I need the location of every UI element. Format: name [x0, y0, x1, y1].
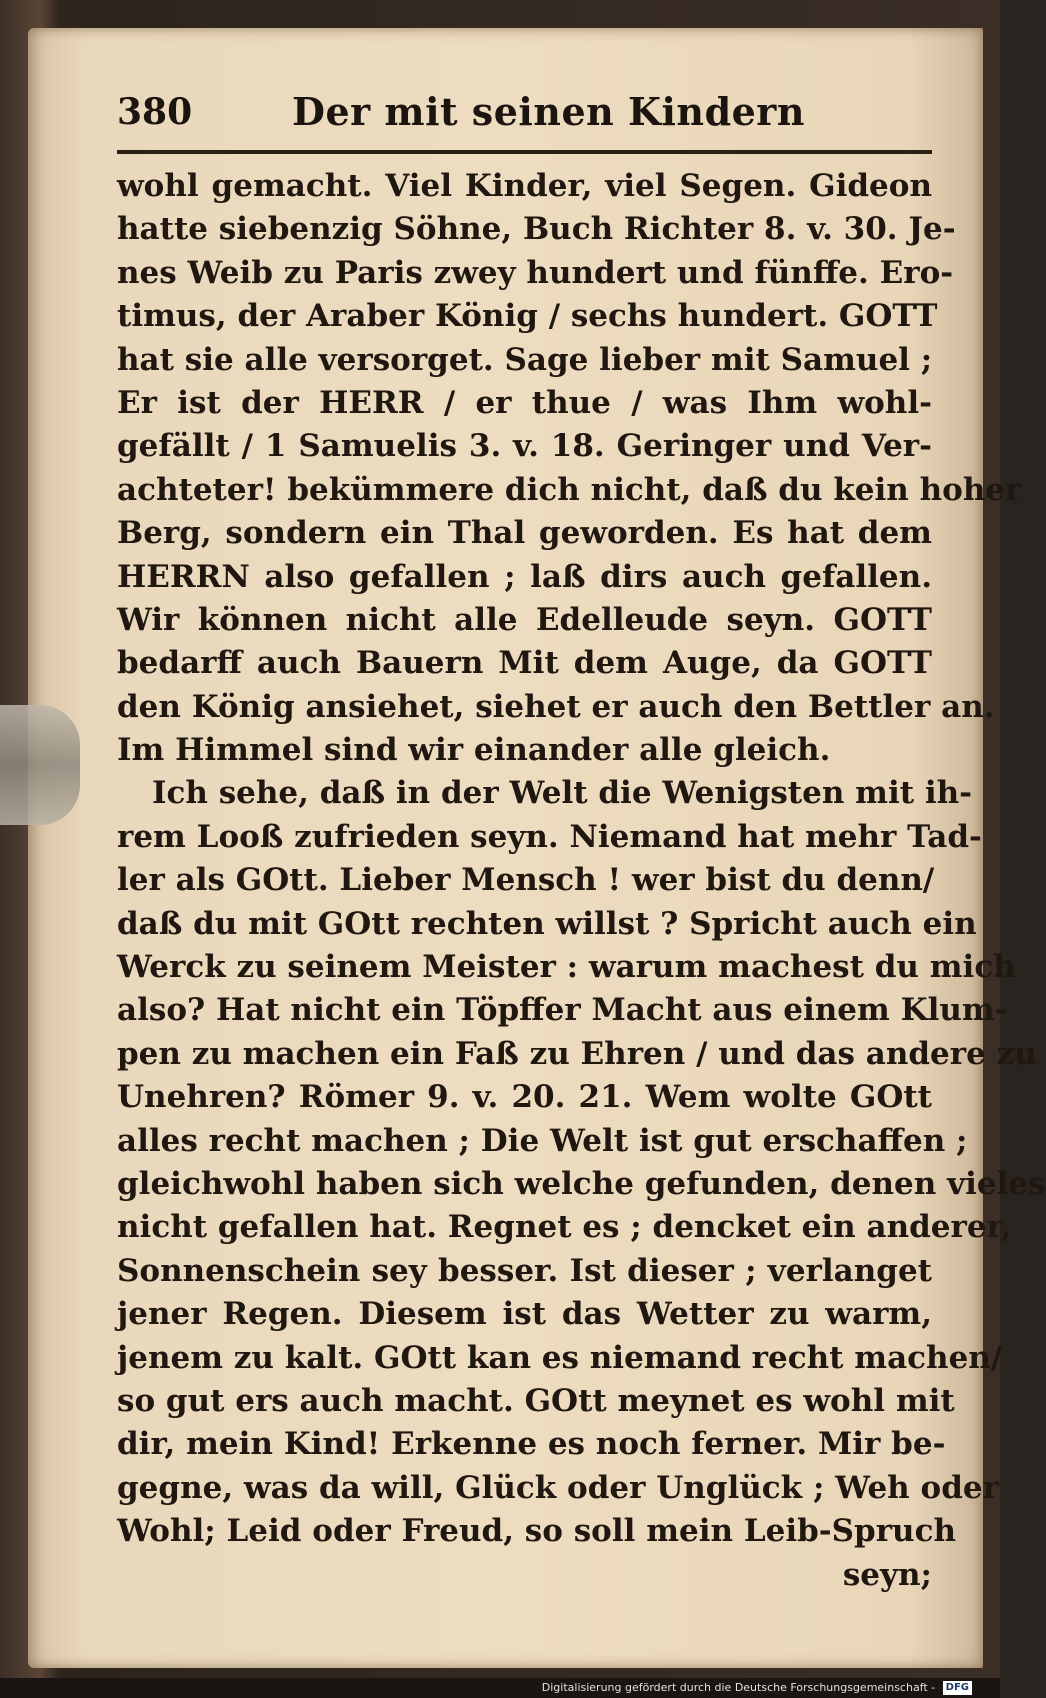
text-line: gefällt / 1 Samuelis 3. v. 18. Geringer und Ver-: [117, 428, 932, 465]
text-line: jenem zu kalt. GOtt kan es niemand recht machen/: [117, 1339, 1003, 1376]
text-line: so gut ers auch macht. GOtt meynet es wohl mit: [117, 1382, 955, 1419]
text-line: alles recht machen ; Die Welt ist gut erschaffen ;: [117, 1122, 968, 1159]
text-line: achteter! bekümmere dich nicht, daß du kein hoher: [117, 471, 1022, 508]
text-line: timus, der Araber König / sechs hundert. GOTT: [117, 298, 938, 335]
text-line: Unehren? Römer 9. v. 20. 21. Wem wolte GOtt: [117, 1079, 932, 1116]
text-line: Berg, sondern ein Thal geworden. Es hat dem: [117, 515, 932, 552]
text-line: bedarff auch Bauern Mit dem Auge, da GOTT: [117, 645, 932, 682]
dfg-logo-icon: DFG: [943, 1681, 972, 1695]
text-line: pen zu machen ein Faß zu Ehren / und das andere zu: [117, 1035, 1037, 1072]
text-line: ler als GOtt. Lieber Mensch ! wer bist du denn/: [117, 862, 935, 899]
text-line: Im Himmel sind wir einander alle gleich.: [117, 732, 831, 769]
footer-credit-text: Digitalisierung gefördert durch die Deutsche Forschungsgemeinschaft -: [541, 1681, 936, 1694]
text-line: jener Regen. Diesem ist das Wetter zu warm,: [117, 1296, 932, 1333]
text-line: wohl gemacht. Viel Kinder, viel Segen. Gideon: [117, 168, 932, 204]
text-line: den König ansiehet, siehet er auch den Bettler an.: [117, 688, 995, 725]
text-line: also? Hat nicht ein Töpffer Macht aus einem Klum-: [117, 992, 1008, 1029]
text-line: rem Looß zufrieden seyn. Niemand hat mehr Tad-: [117, 818, 982, 855]
body-text: [117, 165, 1046, 1597]
page-number: 380: [117, 91, 193, 133]
text-line: Sonnenschein sey besser. Ist dieser ; verlanget: [117, 1252, 932, 1289]
running-head: Der mit seinen Kindern: [292, 89, 805, 134]
page-clip: [0, 705, 80, 825]
header-rule: [117, 150, 932, 154]
text-line: hat sie alle versorget. Sage lieber mit Samuel ;: [117, 341, 933, 378]
page-header: [117, 85, 932, 145]
text-line: Wohl; Leid oder Freud, so soll mein Leib-Spruch: [117, 1513, 957, 1550]
catchword: seyn;: [842, 1556, 932, 1593]
text-line: dir, mein Kind! Erkenne es noch ferner. Mir be-: [117, 1426, 946, 1463]
text-line: Wir können nicht alle Edelleude seyn. GOTT: [117, 601, 932, 638]
footer-credit: [542, 1678, 972, 1698]
text-line: daß du mit GOtt rechten willst ? Spricht auch ein: [117, 905, 977, 942]
text-line: nicht gefallen hat. Regnet es ; dencket ein anderer,: [117, 1209, 1012, 1246]
text-line: Ich sehe, daß in der Welt die Wenigsten mit ih-: [152, 775, 973, 812]
text-line: Werck zu seinem Meister : warum machest du mich: [117, 949, 1016, 986]
text-line: gegne, was da will, Glück oder Unglück ; Weh oder: [117, 1469, 999, 1506]
text-line: Er ist der HERR / er thue / was Ihm wohl-: [117, 384, 932, 421]
text-line: hatte siebenzig Söhne, Buch Richter 8. v. 30. Je-: [117, 211, 956, 248]
text-line: gleichwohl haben sich welche gefunden, denen vieles: [117, 1165, 1046, 1202]
text-line: HERRN also gefallen ; laß dirs auch gefallen.: [117, 558, 932, 595]
text-line: nes Weib zu Paris zwey hundert und fünffe. Ero-: [117, 254, 954, 291]
